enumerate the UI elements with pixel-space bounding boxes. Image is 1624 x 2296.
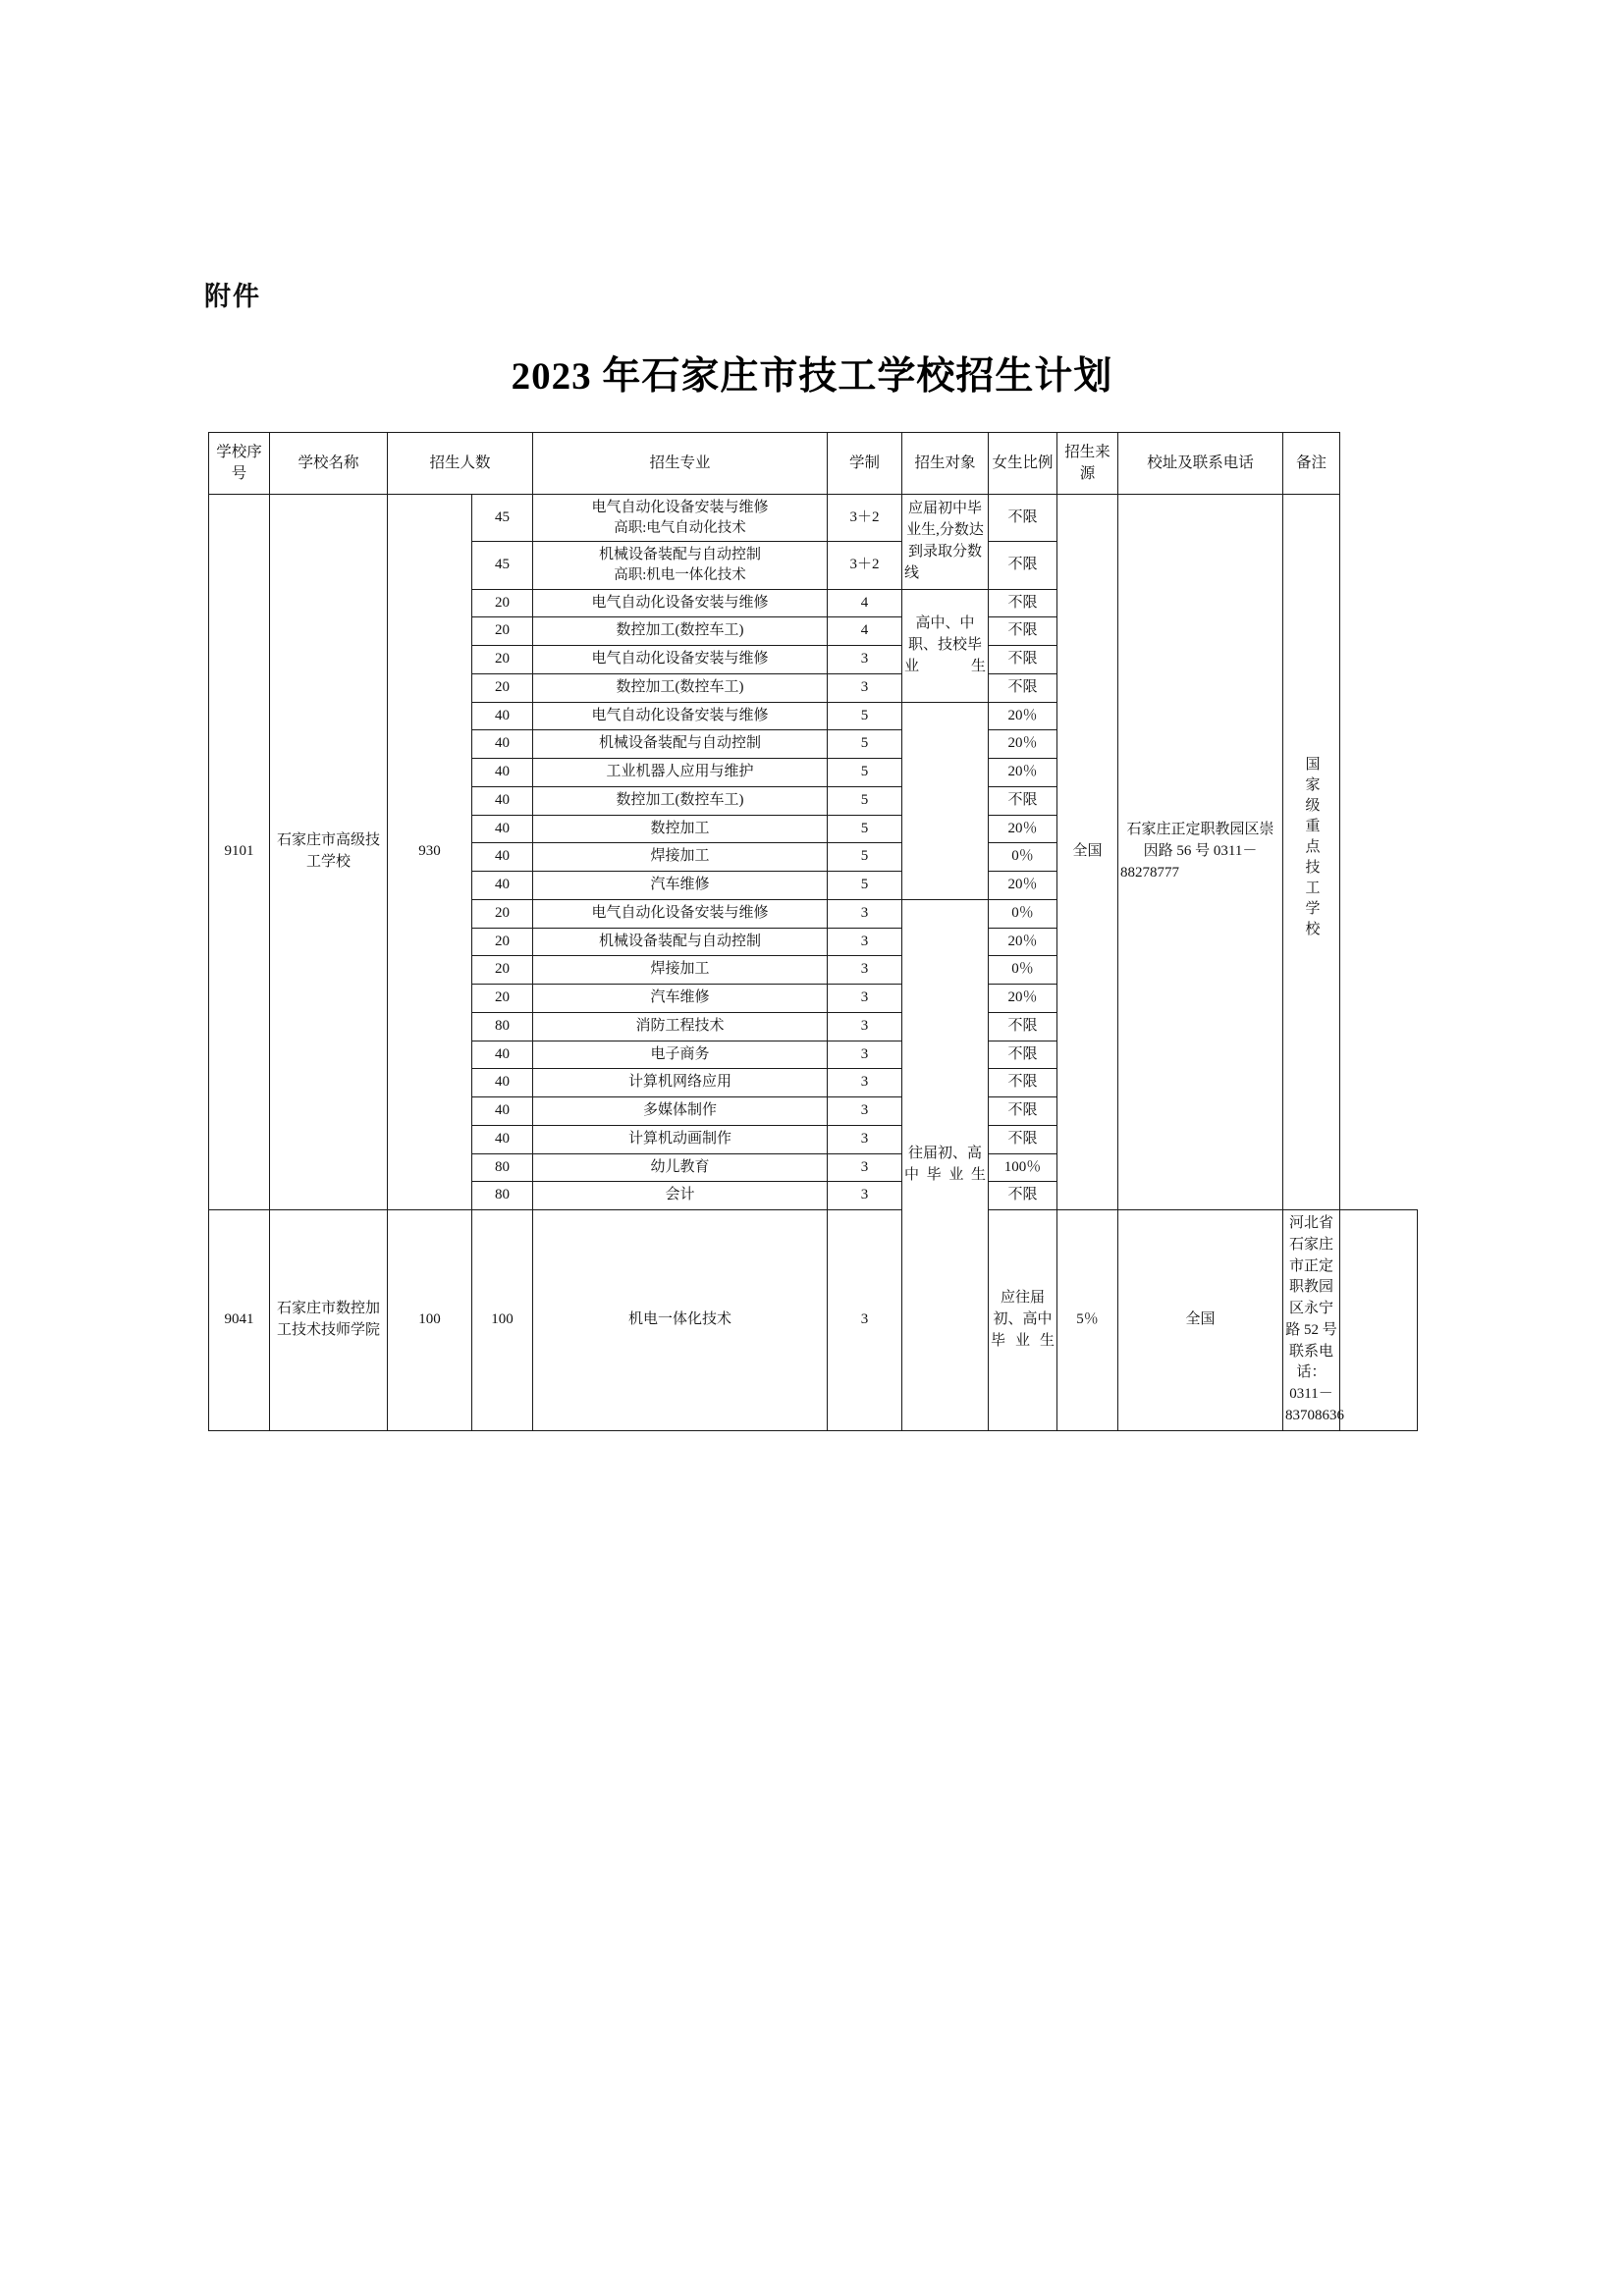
table-body xyxy=(209,495,1418,1431)
cell-female-ratio: 不限 xyxy=(989,542,1057,589)
major-primary: 机械设备装配与自动控制 xyxy=(599,547,762,563)
cell-major-count: 80 xyxy=(472,1012,533,1041)
cell-female-ratio: 不限 xyxy=(989,786,1057,815)
cell-target: 应届初中毕业生,分数达到录取分数线 xyxy=(902,495,989,590)
header-address-phone: 校址及联系电话 xyxy=(1118,433,1283,495)
cell-female-ratio: 不限 xyxy=(989,1182,1057,1210)
header-target: 招生对象 xyxy=(902,433,989,495)
header-enroll-total: 招生人数 xyxy=(388,433,533,495)
cell-system: 3 xyxy=(828,1097,902,1126)
cell-enroll-total: 930 xyxy=(388,495,472,1210)
cell-major-count: 100 xyxy=(472,1210,533,1431)
cell-major-count: 40 xyxy=(472,1041,533,1069)
cell-female-ratio: 不限 xyxy=(989,673,1057,702)
cell-major-name: 机械设备装配与自动控制 xyxy=(533,928,828,956)
page-title: 2023 年石家庄市技工学校招生计划 xyxy=(511,355,1113,398)
cell-major-count: 45 xyxy=(472,542,533,589)
cell-major-name: 幼儿教育 xyxy=(533,1153,828,1182)
cell-major-count: 80 xyxy=(472,1153,533,1182)
cell-major-count: 40 xyxy=(472,1097,533,1126)
cell-enroll-total: 100 xyxy=(388,1210,472,1431)
remark-vertical-text: 国家级重点技工学校 xyxy=(1303,755,1320,941)
header-female-ratio: 女生比例 xyxy=(989,433,1057,495)
cell-major-count: 40 xyxy=(472,815,533,843)
header-source: 招生来源 xyxy=(1057,433,1118,495)
cell-female-ratio: 20％ xyxy=(989,872,1057,900)
cell-major-name: 计算机动画制作 xyxy=(533,1125,828,1153)
cell-major-name: 焊接加工 xyxy=(533,843,828,872)
cell-major-count: 45 xyxy=(472,495,533,542)
cell-system: 3 xyxy=(828,1210,902,1431)
cell-system: 3 xyxy=(828,1182,902,1210)
cell-major-name: 会计 xyxy=(533,1182,828,1210)
header-school-no: 学校序号 xyxy=(209,433,270,495)
cell-target: 应往届初、高中毕业生 xyxy=(989,1210,1057,1431)
cell-major-name: 数控加工 xyxy=(533,815,828,843)
cell-major-count: 20 xyxy=(472,956,533,985)
cell-school-no: 9101 xyxy=(209,495,270,1210)
cell-female-ratio: 0％ xyxy=(989,843,1057,872)
cell-system: 3 xyxy=(828,1012,902,1041)
cell-major-count: 80 xyxy=(472,1182,533,1210)
cell-major-name: 消防工程技术 xyxy=(533,1012,828,1041)
cell-major-name: 电气自动化设备安装与维修 xyxy=(533,646,828,674)
cell-system: 3 xyxy=(828,1069,902,1097)
cell-system: 5 xyxy=(828,815,902,843)
major-secondary: 高职:电气自动化技术 xyxy=(614,519,746,536)
cell-major-name: 汽车维修 xyxy=(533,872,828,900)
cell-major-count: 40 xyxy=(472,759,533,787)
cell-major-count: 20 xyxy=(472,899,533,928)
cell-major-name: 多媒体制作 xyxy=(533,1097,828,1126)
cell-female-ratio: 20％ xyxy=(989,928,1057,956)
cell-system: 3＋2 xyxy=(828,542,902,589)
cell-major-count: 20 xyxy=(472,673,533,702)
table-row xyxy=(209,495,1418,542)
cell-major-name: 电气自动化设备安装与维修 xyxy=(533,702,828,730)
cell-female-ratio: 20％ xyxy=(989,985,1057,1013)
attachment-label: 附件 xyxy=(204,282,261,312)
cell-system: 5 xyxy=(828,759,902,787)
cell-female-ratio: 20％ xyxy=(989,730,1057,759)
cell-major-count: 40 xyxy=(472,872,533,900)
cell-major-name: 工业机器人应用与维护 xyxy=(533,759,828,787)
cell-major-count: 20 xyxy=(472,589,533,617)
cell-remark xyxy=(1340,1210,1418,1431)
cell-female-ratio: 不限 xyxy=(989,589,1057,617)
header-system: 学制 xyxy=(828,433,902,495)
cell-female-ratio: 不限 xyxy=(989,646,1057,674)
cell-school-no: 9041 xyxy=(209,1210,270,1431)
cell-major-name: 电气自动化设备安装与维修 xyxy=(533,899,828,928)
cell-source: 全国 xyxy=(1057,495,1118,1210)
enrollment-plan-table-wrap xyxy=(208,432,1418,1431)
header-remark: 备注 xyxy=(1283,433,1340,495)
cell-address-phone: 石家庄正定职教园区崇因路 56 号 0311－88278777 xyxy=(1118,495,1283,1210)
cell-major-name: 焊接加工 xyxy=(533,956,828,985)
cell-system: 4 xyxy=(828,617,902,646)
cell-major-name: 数控加工(数控车工) xyxy=(533,617,828,646)
major-secondary: 高职:机电一体化技术 xyxy=(614,567,746,584)
cell-major-name: 数控加工(数控车工) xyxy=(533,673,828,702)
cell-female-ratio: 不限 xyxy=(989,1125,1057,1153)
cell-female-ratio: 不限 xyxy=(989,1069,1057,1097)
cell-major-name: 电子商务 xyxy=(533,1041,828,1069)
cell-major-count: 20 xyxy=(472,617,533,646)
cell-major-count: 20 xyxy=(472,928,533,956)
cell-major-count: 40 xyxy=(472,843,533,872)
cell-system: 3 xyxy=(828,899,902,928)
cell-system: 5 xyxy=(828,730,902,759)
table-row xyxy=(209,1210,1418,1431)
cell-system: 3 xyxy=(828,985,902,1013)
cell-major-count: 20 xyxy=(472,985,533,1013)
cell-remark xyxy=(1283,495,1340,1210)
cell-female-ratio: 0％ xyxy=(989,956,1057,985)
cell-major-count: 40 xyxy=(472,1069,533,1097)
cell-female-ratio: 不限 xyxy=(989,1097,1057,1126)
cell-system: 3 xyxy=(828,956,902,985)
cell-major-name: 电气自动化设备安装与维修 xyxy=(533,589,828,617)
cell-school-name: 石家庄市高级技工学校 xyxy=(270,495,388,1210)
cell-major-name xyxy=(533,542,828,589)
cell-system: 3 xyxy=(828,928,902,956)
cell-major-name: 数控加工(数控车工) xyxy=(533,786,828,815)
cell-major-name xyxy=(533,495,828,542)
cell-major-count: 40 xyxy=(472,786,533,815)
cell-female-ratio: 不限 xyxy=(989,1012,1057,1041)
cell-source: 全国 xyxy=(1118,1210,1283,1431)
table-header-row xyxy=(209,433,1418,495)
cell-female-ratio: 不限 xyxy=(989,495,1057,542)
cell-major-name: 机械设备装配与自动控制 xyxy=(533,730,828,759)
cell-school-name: 石家庄市数控加工技术技师学院 xyxy=(270,1210,388,1431)
cell-female-ratio: 不限 xyxy=(989,617,1057,646)
cell-system: 5 xyxy=(828,702,902,730)
cell-address-phone: 河北省石家庄市正定职教园区永宁路 52 号 联系电话： 0311－83708636 xyxy=(1283,1210,1340,1431)
cell-system: 5 xyxy=(828,872,902,900)
cell-system: 3 xyxy=(828,1125,902,1153)
cell-system: 3 xyxy=(828,673,902,702)
cell-system: 3 xyxy=(828,1153,902,1182)
cell-major-count: 40 xyxy=(472,730,533,759)
cell-female-ratio: 5％ xyxy=(1057,1210,1118,1431)
cell-female-ratio: 100％ xyxy=(989,1153,1057,1182)
cell-system: 5 xyxy=(828,786,902,815)
cell-system: 3＋2 xyxy=(828,495,902,542)
cell-major-count: 20 xyxy=(472,646,533,674)
cell-major-name: 汽车维修 xyxy=(533,985,828,1013)
header-major: 招生专业 xyxy=(533,433,828,495)
cell-system: 3 xyxy=(828,1041,902,1069)
cell-female-ratio: 20％ xyxy=(989,759,1057,787)
cell-female-ratio: 0％ xyxy=(989,899,1057,928)
cell-target: 往届初、高中毕业生 xyxy=(902,899,989,1430)
cell-system: 3 xyxy=(828,646,902,674)
cell-major-count: 40 xyxy=(472,702,533,730)
cell-female-ratio: 不限 xyxy=(989,1041,1057,1069)
cell-target: 高中、中职、技校毕业生 xyxy=(902,589,989,702)
cell-female-ratio: 20％ xyxy=(989,815,1057,843)
cell-system: 4 xyxy=(828,589,902,617)
cell-female-ratio: 20％ xyxy=(989,702,1057,730)
cell-major-name: 计算机网络应用 xyxy=(533,1069,828,1097)
cell-target xyxy=(902,702,989,899)
header-school-name: 学校名称 xyxy=(270,433,388,495)
enrollment-plan-table xyxy=(208,432,1418,1431)
cell-major-count: 40 xyxy=(472,1125,533,1153)
cell-major-name: 机电一体化技术 xyxy=(533,1210,828,1431)
cell-system: 5 xyxy=(828,843,902,872)
major-primary: 电气自动化设备安装与维修 xyxy=(591,500,769,515)
